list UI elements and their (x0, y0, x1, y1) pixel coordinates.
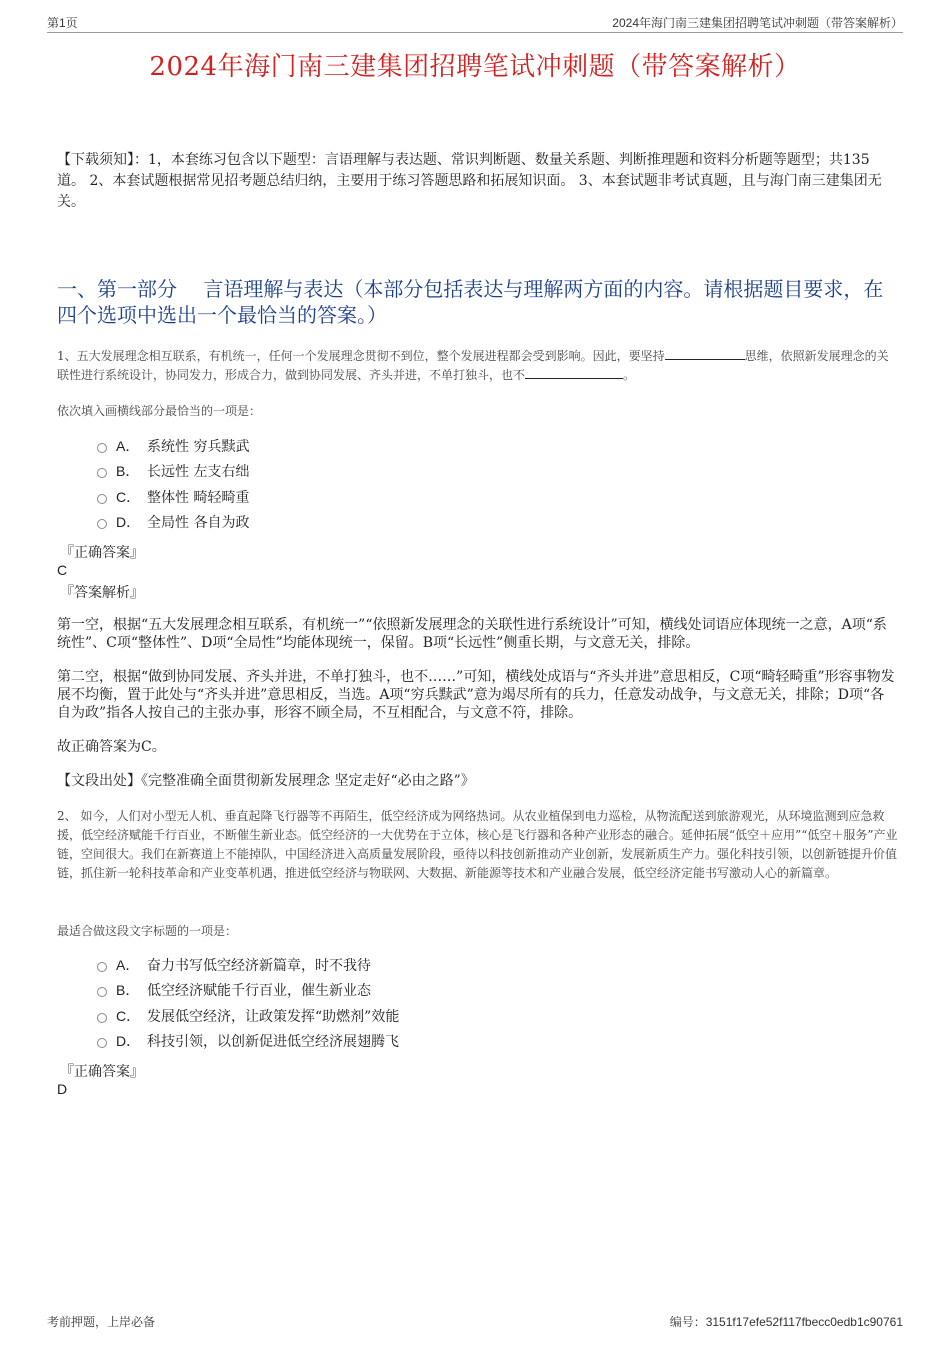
radio-icon[interactable] (97, 1013, 107, 1023)
option-d[interactable]: D． 科技引领，以创新促进低空经济展翅腾飞 (97, 1029, 399, 1055)
fill-blank-1 (665, 347, 745, 360)
radio-icon[interactable] (97, 519, 107, 529)
radio-icon[interactable] (97, 468, 107, 478)
correct-answer: D (57, 1081, 68, 1097)
page-number: 第1页 (47, 16, 78, 30)
option-b[interactable]: B． 低空经济赋能千行百业，催生新业态 (97, 978, 399, 1004)
question-1-prompt: 依次填入画横线部分最恰当的一项是： (57, 404, 262, 418)
section-heading: 一、第一部分 言语理解与表达（本部分包括表达与理解两方面的内容。请根据题目要求，在四个选项中选出一个最恰当的答案。） (57, 277, 884, 327)
question-2-text: 2、 如今，人们对小型无人机、垂直起降飞行器等不再陌生，低空经济成为网络热词。从农业植保到电力巡检，从物流配送到旅游观光，从环境监测到应急救援，低空经济赋能千行百业，不断催生新业态。低空经济的一大优势在于立体，核心是飞行器和各种产业形态的融合。延伸拓展“低空＋应用”“低空＋服务”产业链，空间很大。我们在新赛道上不能掉队，中国经济进入高质量发展阶段，亟待以科技创新推动产业创新，发展新质生产力。强化科技引领，以创新链提升价值链，抓住新一轮科技革命和产业变革机遇，推进低空经济与物联网、大数据、新能源等技术和产业融合发展，低空经济定能书写激动人心的新篇章。 (57, 809, 898, 880)
question-1-text: 1、五大发展理念相互联系，有机统一，任何一个发展理念贯彻不到位，整个发展进程都会受到影响。因此，要坚持 思维，依照新发展理念的关联性进行系统设计，协同发力，形成合力，做到协同发展、齐头并进，不单打独斗，也不 。 (57, 349, 889, 382)
question-2-options (97, 952, 399, 1054)
analysis-paragraph-2: 第二空，根据“做到协同发展、齐头并进，不单打独斗，也不……”可知，横线处成语与“齐头并进”意思相反，C项“畸轻畸重”形容事物发展不均衡，置于此处与“齐头并进”意思相反，当选。A项“穷兵黩武”意为竭尽所有的兵力，任意发动战争，与文意无关，排除；D项“各自为政”指各人按自己的主张办事，形容不顾全局，不互相配合，与文意不符，排除。 (57, 669, 895, 721)
correct-answer: C (57, 562, 68, 578)
option-d[interactable]: D． 全局性 各自为政 (97, 510, 249, 536)
radio-icon[interactable] (97, 1038, 107, 1048)
radio-icon[interactable] (97, 987, 107, 997)
option-a[interactable]: A． 系统性 穷兵黩武 (97, 433, 249, 459)
option-c[interactable]: C． 整体性 畸轻畸重 (97, 484, 249, 510)
page-title: 2024年海门南三建集团招聘笔试冲刺题（带答案解析） (149, 52, 801, 82)
analysis-label: 『答案解析』 (60, 585, 144, 601)
analysis-paragraph-1: 第一空，根据“五大发展理念相互联系，有机统一”“依照新发展理念的关联性进行系统设计”可知，横线处词语应体现统一之意，A项“系统性”、C项“整体性”、D项“全局性”均能体现统一，保留。B项“长远性”侧重长期，与文意无关，排除。 (57, 617, 887, 651)
radio-icon[interactable] (97, 494, 107, 504)
radio-icon[interactable] (97, 962, 107, 972)
option-b[interactable]: B． 长远性 左支右绌 (97, 459, 249, 485)
fill-blank-2 (525, 366, 623, 379)
correct-answer-label: 『正确答案』 (60, 1064, 144, 1080)
correct-answer-label: 『正确答案』 (60, 545, 144, 561)
option-c[interactable]: C． 发展低空经济，让政策发挥“助燃剂”效能 (97, 1003, 399, 1029)
radio-icon[interactable] (97, 443, 107, 453)
footer-slogan: 考前押题，上岸必备 (47, 1315, 156, 1329)
footer-serial: 编号：3151f17efe52f117fbecc0edb1c90761 (669, 1315, 903, 1329)
download-notice: 【下载须知】：1，本套练习包含以下题型：言语理解与表达题、常识判断题、数量关系题、判断推理题和资料分析题等题型；共135道。 2、本套试题根据常见招考题总结归纳，主要用于练习答题思路和拓展知识面。 3、本套试题非考试真题，且与海门南三建集团无关。 (57, 152, 882, 210)
page-header (47, 14, 903, 33)
answer-conclusion: 故正确答案为C。 (57, 739, 166, 755)
question-2-prompt: 最适合做这段文字标题的一项是： (57, 924, 238, 938)
source-citation: 【文段出处】《完整准确全面贯彻新发展理念 坚定走好“必由之路”》 (57, 773, 475, 789)
header-doc-title: 2024年海门南三建集团招聘笔试冲刺题（带答案解析） (612, 16, 903, 30)
option-a[interactable]: A． 奋力书写低空经济新篇章，时不我待 (97, 952, 399, 978)
question-1-options (97, 433, 249, 535)
